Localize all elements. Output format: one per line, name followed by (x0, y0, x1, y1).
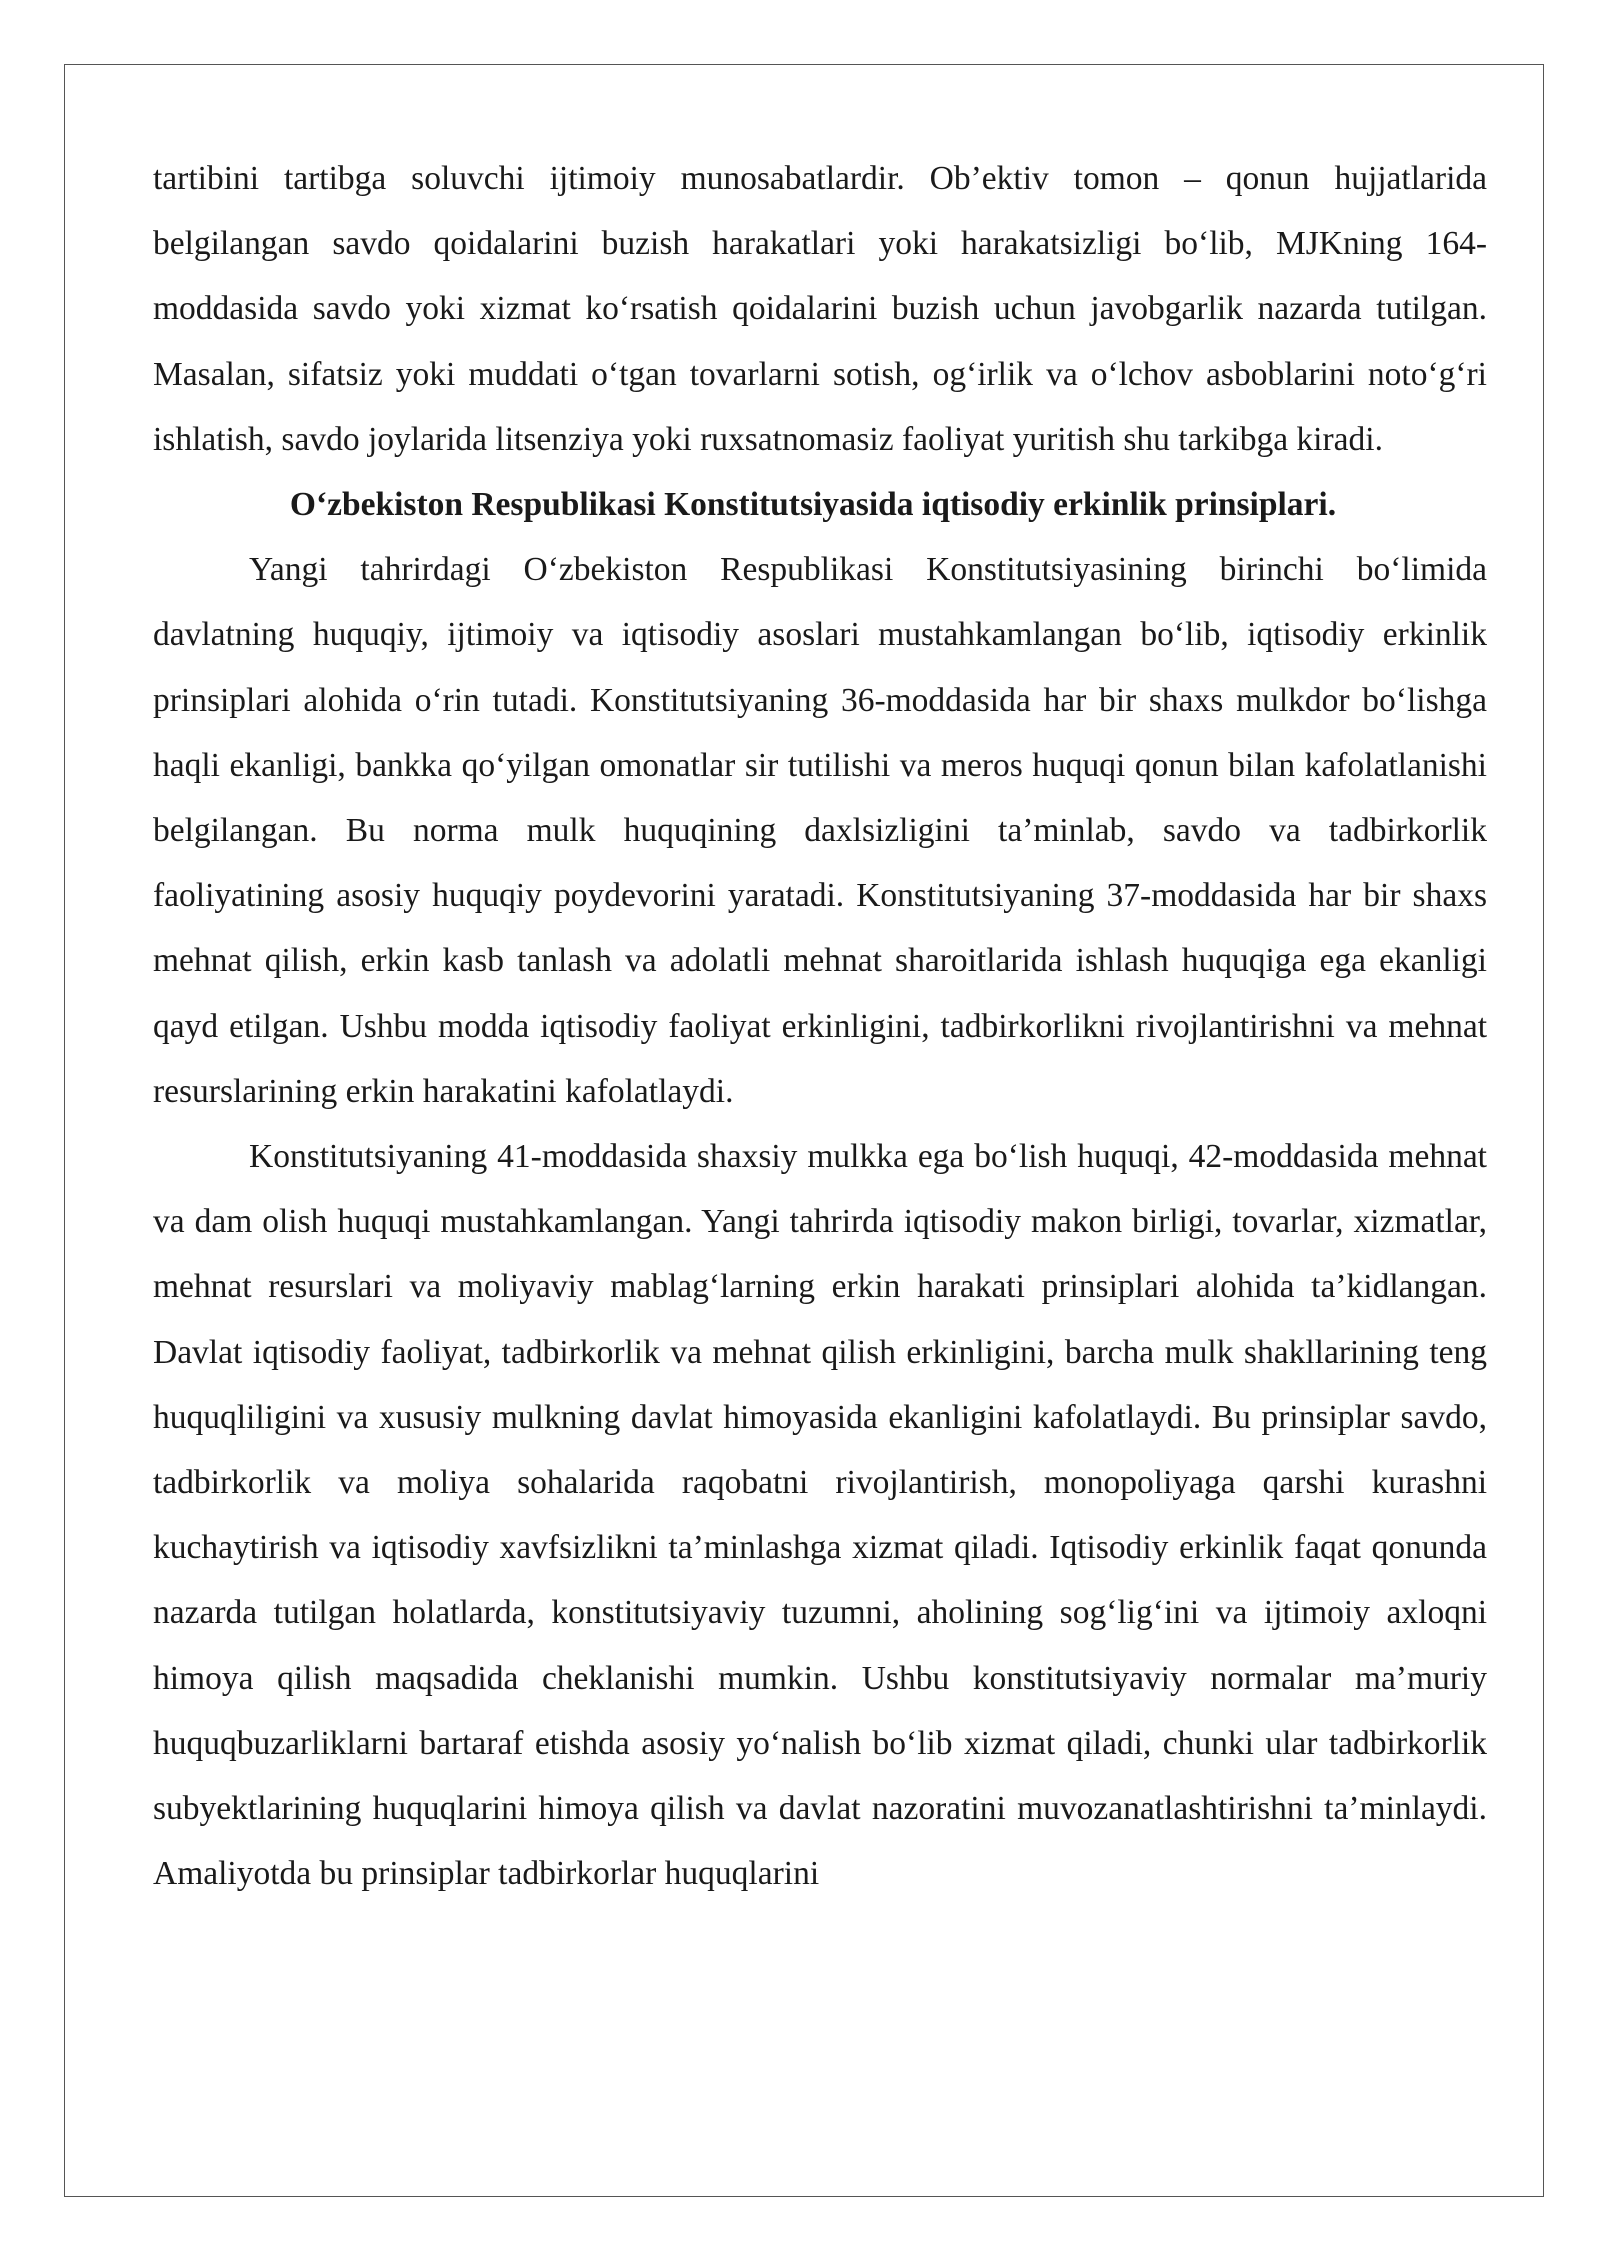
paragraph-continuation: tartibini tartibga soluvchi ijtimoiy munosabatlardir. Ob’ektiv tomon – qonun hujjatlarida belgilangan savdo qoidalarini buzish harakatlari yoki harakatsizligi bo‘lib, MJKning 164-moddasida savdo yoki xizmat ko‘rsatish qoidalarini buzish uchun javobgarlik nazarda tutilgan. Masalan, sifatsiz yoki muddati o‘tgan tovarlarni sotish, og‘irlik va o‘lchov asboblarini noto‘g‘ri ishlatish, savdo joylarida litsenziya yoki ruxsatnomasiz faoliyat yuritish shu tarkibga kiradi. (153, 160, 1487, 458)
paragraph: Yangi tahrirdagi O‘zbekiston Respublikasi Konstitutsiyasining birinchi bo‘limida davlatning huquqiy, ijtimoiy va iqtisodiy asoslari mustahkamlangan bo‘lib, iqtisodiy erkinlik prinsiplari alohida o‘rin tutadi. Konstitutsiyaning 36-moddasida har bir shaxs mulkdor bo‘lishga haqli ekanligi, bankka qo‘yilgan omonatlar sir tutilishi va meros huquqi qonun bilan kafolatlanishi belgilangan. Bu norma mulk huquqining daxlsizligini ta’minlab, savdo va tadbirkorlik faoliyatining asosiy huquqiy poydevorini yaratadi. Konstitutsiyaning 37-moddasida har bir shaxs mehnat qilish, erkin kasb tanlash va adolatli mehnat sharoitlarida ishlash huquqiga ega ekanligi qayd etilgan. Ushbu modda iqtisodiy faoliyat erkinligini, tadbirkorlikni rivojlantirishni va mehnat resurslarining erkin harakatini kafolatlaydi. (153, 551, 1487, 1110)
section-heading: O‘zbekiston Respublikasi Konstitutsiyasida iqtisodiy erkinlik prinsiplari. (289, 486, 1337, 524)
document-body (153, 146, 1487, 1906)
paragraph: Konstitutsiyaning 41-moddasida shaxsiy mulkka ega bo‘lish huquqi, 42-moddasida mehnat va dam olish huquqi mustahkamlangan. Yangi tahrirda iqtisodiy makon birligi, tovarlar, xizmatlar, mehnat resurslari va moliyaviy mablag‘larning erkin harakati prinsiplari alohida ta’kidlangan. Davlat iqtisodiy faoliyat, tadbirkorlik va mehnat qilish erkinligini, barcha mulk shakllarining teng huquqliligini va xususiy mulkning davlat himoyasida ekanligini kafolatlaydi. Bu prinsiplar savdo, tadbirkorlik va moliya sohalarida raqobatni rivojlantirish, monopoliyaga qarshi kurashni kuchaytirish va iqtisodiy xavfsizlikni ta’minlashga xizmat qiladi. Iqtisodiy erkinlik faqat qonunda nazarda tutilgan holatlarda, konstitutsiyaviy tuzumni, aholining sog‘lig‘ini va ijtimoiy axloqni himoya qilish maqsadida cheklanishi mumkin. Ushbu konstitutsiyaviy normalar ma’muriy huquqbuzarliklarni bartaraf etishda asosiy yo‘nalish bo‘lib xizmat qiladi, chunki ular tadbirkorlik subyektlarining huquqlarini himoya qilish va davlat nazoratini muvozanatlashtirishni ta’minlaydi. Amaliyotda bu prinsiplar tadbirkorlar huquqlarini (153, 1138, 1487, 1893)
